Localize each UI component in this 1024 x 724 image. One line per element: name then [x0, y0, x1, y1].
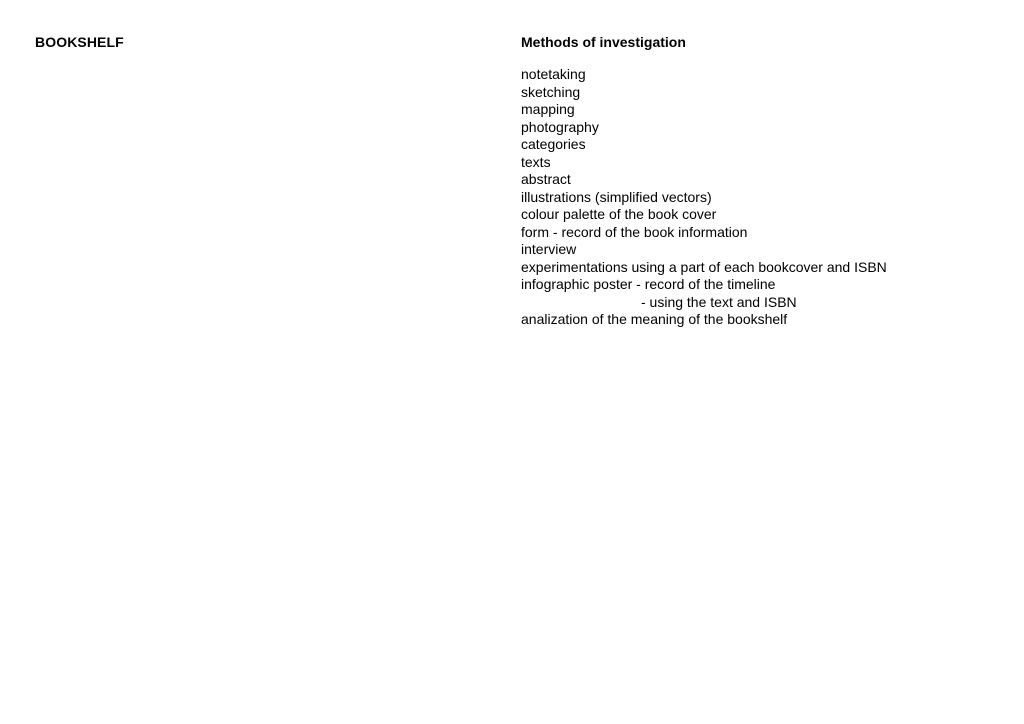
methods-section — [521, 34, 1001, 329]
list-item: analization of the meaning of the bookshelf — [521, 311, 788, 327]
list-item-sub: - using the text and ISBN — [641, 293, 797, 310]
list-item: abstract — [521, 171, 571, 187]
list-item: form - record of the book information — [521, 223, 748, 240]
list-item: infographic poster - record of the timeline — [521, 276, 776, 292]
list-item: illustrations (simplified vectors) — [521, 188, 712, 205]
methods-list — [521, 66, 1001, 329]
methods-heading: Methods of investigation — [521, 34, 686, 50]
page-title: BOOKSHELF — [35, 34, 124, 50]
list-item: colour palette of the book cover — [521, 206, 717, 222]
list-item: texts — [521, 153, 551, 170]
list-item: mapping — [521, 101, 575, 117]
list-item: experimentations using a part of each bookcover and ISBN — [521, 258, 887, 275]
list-item: notetaking — [521, 66, 586, 82]
list-item: categories — [521, 136, 586, 152]
list-item: photography — [521, 118, 599, 135]
list-item: sketching — [521, 83, 581, 100]
list-item: interview — [521, 241, 577, 257]
